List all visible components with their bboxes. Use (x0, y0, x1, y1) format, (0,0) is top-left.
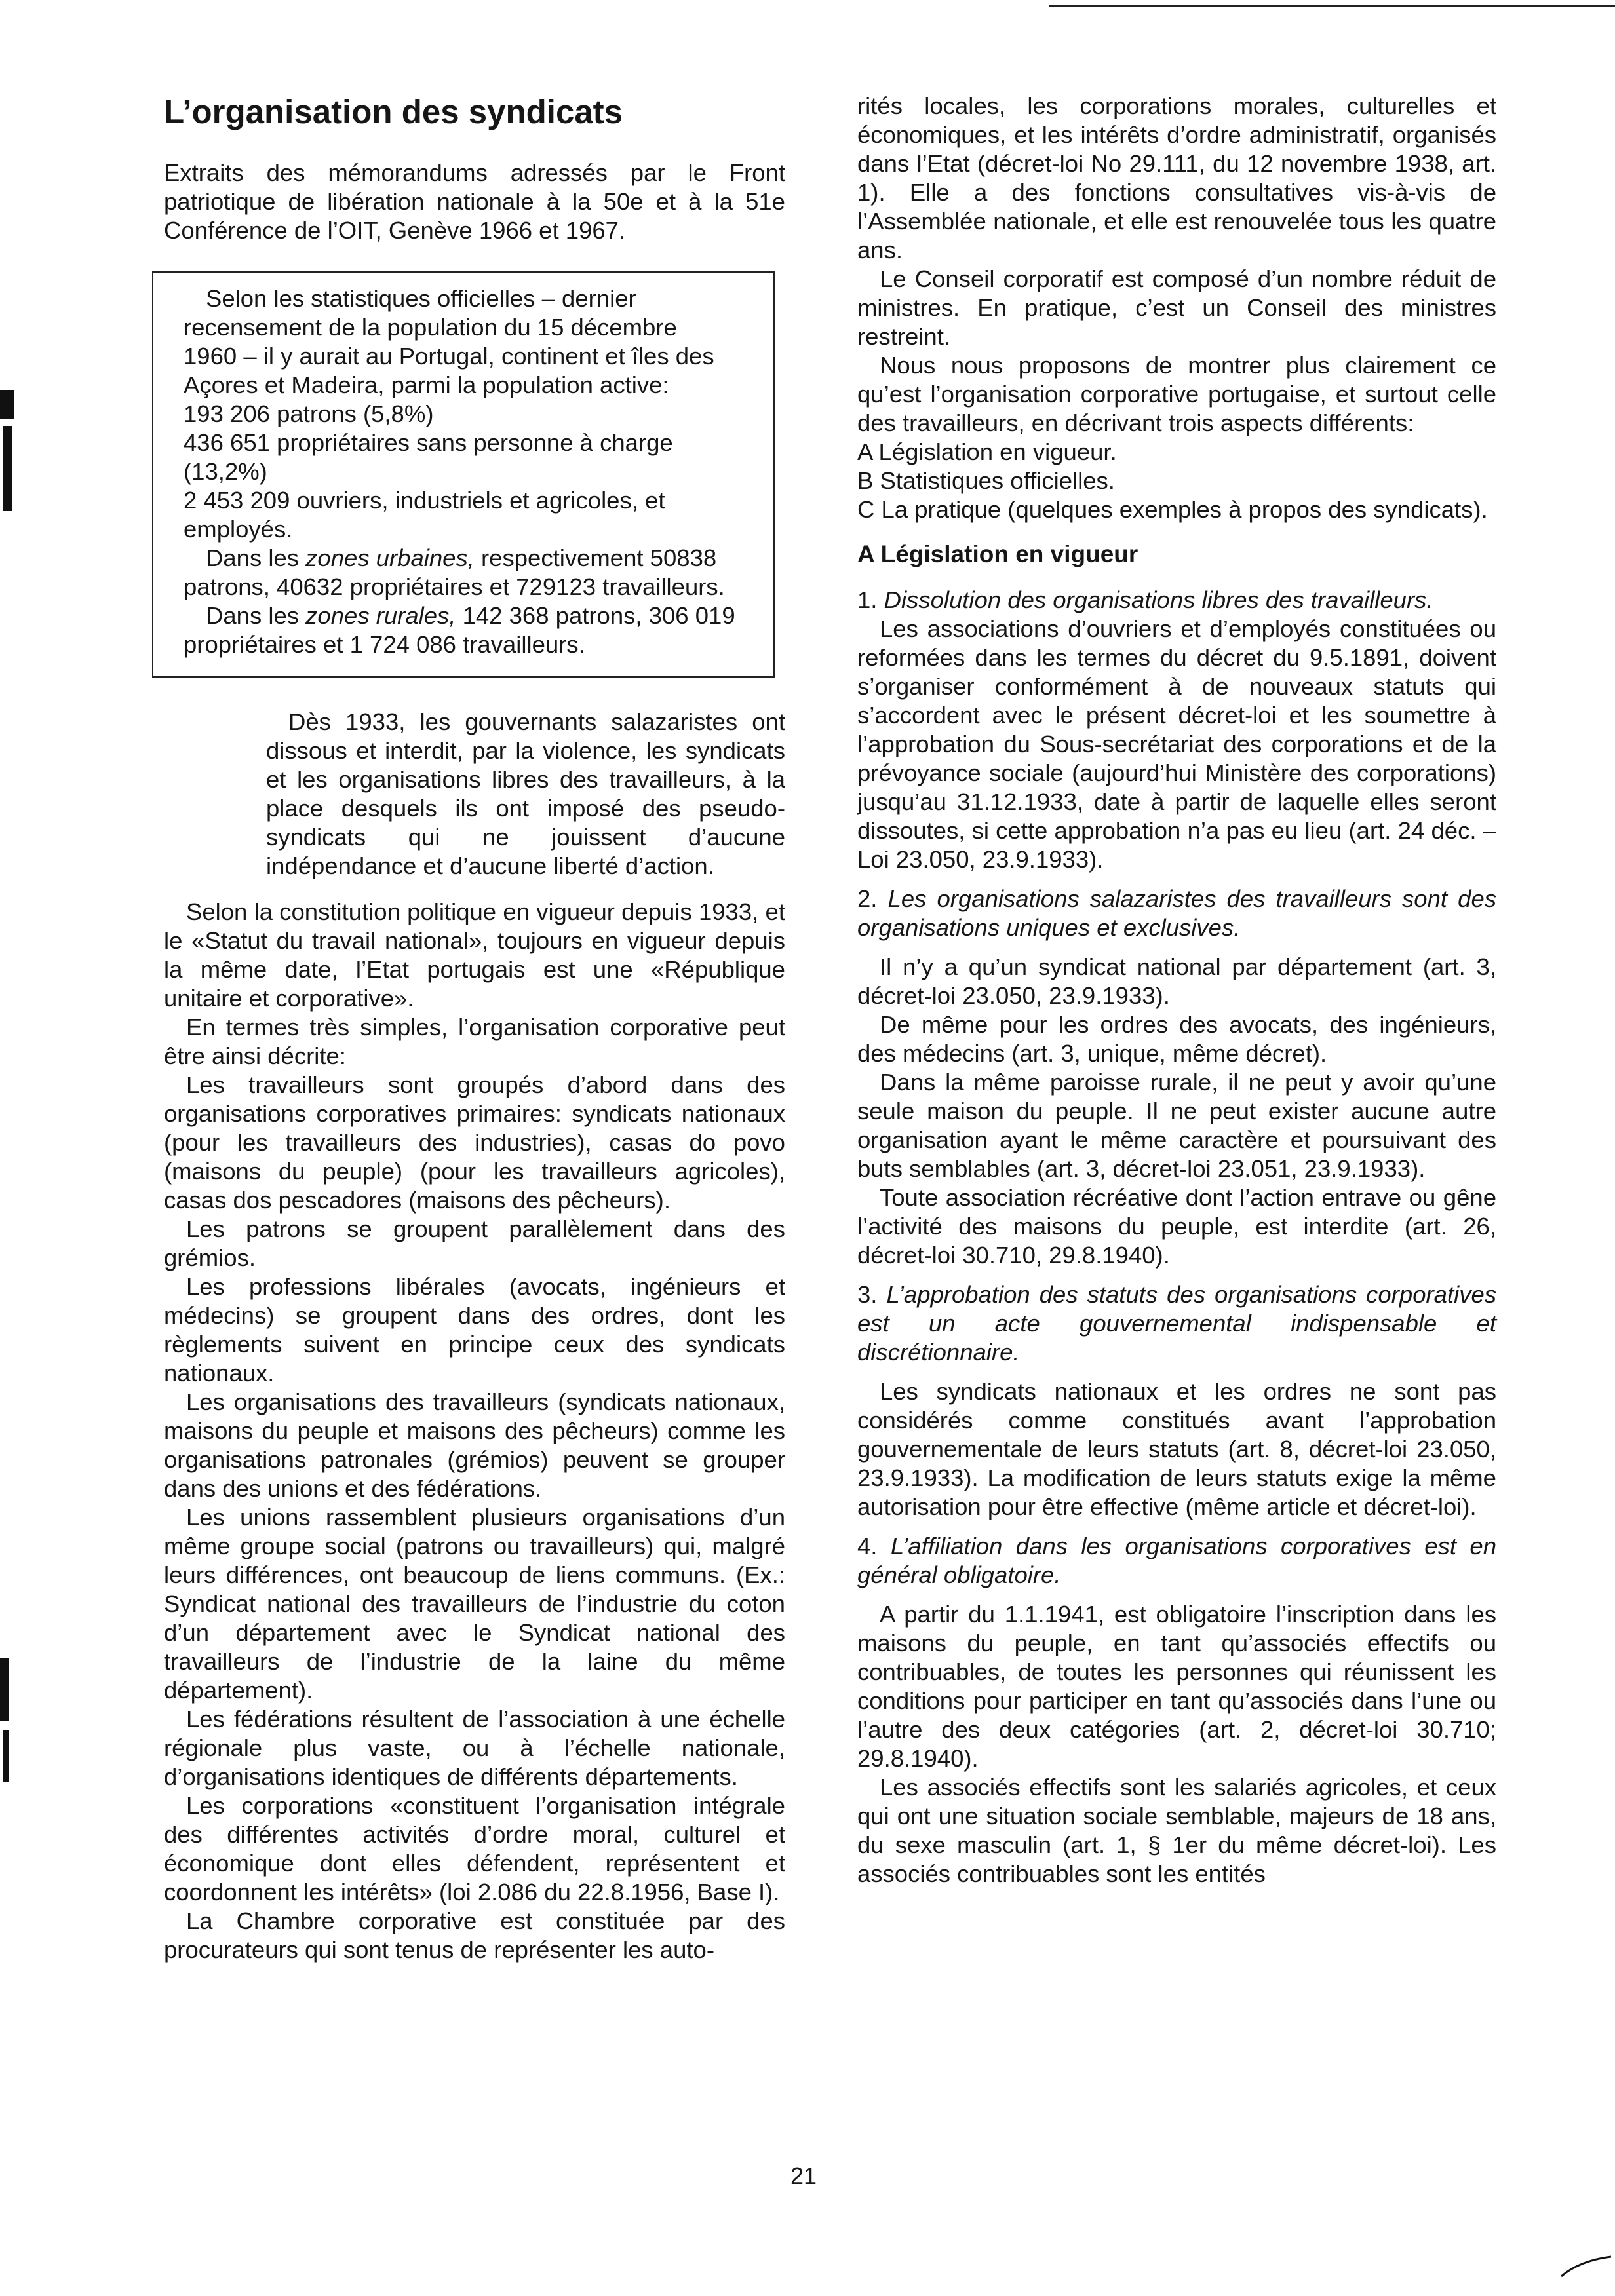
stats-urban-prefix: Dans les (206, 545, 300, 571)
body-paragraph: Les organisations des travailleurs (syndicats nationaux, maisons du peuple et maisons des pêcheurs) comme les organisations patronales (grémios) peuvent se grouper dans des unions et des fédérations. (164, 1388, 785, 1502)
body-paragraph: De même pour les ordres des avocats, des ingénieurs, des médecins (art. 3, unique, même décret). (857, 1011, 1496, 1067)
body-paragraph: Les patrons se groupent parallèlement dans des grémios. (164, 1215, 785, 1271)
subsection-number: 3. (857, 1281, 878, 1308)
body-paragraph: Les corporations «constituent l’organisation intégrale des différentes activités d’ordre moral, culturel et économique dont elles défendent, représentent et coordonnent les intérêts» (loi 2.086 du 22.8.1956, Base I). (164, 1792, 785, 1905)
subsection-title-text: Dissolution des organisations libres des travailleurs. (884, 586, 1433, 613)
body-paragraph: Nous nous proposons de montrer plus clairement ce qu’est l’organisation corporative portugaise, et surtout celle des travailleurs, en décrivant trois aspects différents: (857, 352, 1496, 436)
stats-rural-emphasis: zones rurales, (305, 602, 456, 629)
body-paragraph: Il n’y a qu’un syndicat national par département (art. 3, décret-loi 23.050, 23.9.1933). (857, 953, 1496, 1009)
body-paragraph: Les unions rassemblent plusieurs organisations d’un même groupe social (patrons ou travailleurs) qui, malgré leurs différences, ont beaucoup de liens communs. (Ex.: Syndicat national des travailleurs de l’industrie du coton d’un département avec le Syndicat national des travailleurs de l’industrie de la laine du même département). (164, 1504, 785, 1704)
aspect-item: C La pratique (quelques exemples à propos des syndicats). (857, 496, 1488, 523)
body-paragraph: Les associations d’ouvriers et d’employés constituées ou reformées dans les termes du décret du 9.5.1891, doivent s’organiser conformément à de nouveaux statuts qui s’accordent avec le présent décret-loi et les soumettre à l’approbation du Sous-secrétariat des corporations et de la prévoyance sociale (aujourd’hui Ministère des corporations) jusqu’au 31.12.1933, date à partir de laquelle elles seront dissoutes, si cette approbation n’a pas eu lieu (art. 24 déc. – Loi 23.050, 23.9.1933). (857, 615, 1496, 873)
subsection-title (857, 586, 1496, 615)
scan-edge-mark (0, 390, 14, 419)
body-paragraph: La Chambre corporative est constituée par des procurateurs qui sont tenus de représenter les auto- (164, 1907, 785, 1963)
subsection-title (857, 885, 1496, 942)
stats-rural-text: 142 368 patrons, 306 019 propriétaires et 1 724 086 travailleurs. (184, 602, 735, 658)
intro-text: Extraits des mémorandums adressés par le Front patriotique de libération nationale à la 50e et à la 51e Conférence de l’OIT, Genève 1966 et 1967. (164, 159, 785, 244)
subsection-number: 1. (857, 586, 878, 613)
body-paragraph: Les fédérations résultent de l’association à une échelle régionale plus vaste, ou à l’échelle nationale, d’organisations identiques de différents départements. (164, 1706, 785, 1790)
subsection-title-text: Les organisations salazaristes des travailleurs sont des organisations uniques et exclusives. (857, 885, 1496, 941)
aspect-item: B Statistiques officielles. (857, 467, 1115, 494)
left-column (164, 92, 785, 1964)
stats-line: 193 206 patrons (5,8%) (184, 400, 434, 427)
stats-rural (184, 602, 737, 659)
subsection-title (857, 1532, 1496, 1590)
stats-urban (184, 544, 737, 602)
statistics-box (152, 271, 775, 678)
stats-line: 2 453 209 ouvriers, industriels et agricoles, et employés. (184, 487, 665, 543)
subsection-number: 4. (857, 1533, 878, 1559)
stats-line: Selon les statistiques officielles – dernier recensement de la population du 15 décembre 1960 – il y aurait au Portugal, continent et îles des Açores et Madeira, parmi la population active: (184, 285, 714, 398)
body-paragraph: En termes très simples, l’organisation corporative peut être ainsi décrite: (164, 1014, 785, 1069)
stats-urban-emphasis: zones urbaines, (305, 545, 475, 571)
body-paragraph: Les associés effectifs sont les salariés agricoles, et ceux qui ont une situation sociale semblable, majeurs de 18 ans, du sexe masculin (art. 1, § 1er du même décret-loi). Les associés contribuables sont les entités (857, 1774, 1496, 1887)
section-heading: A Législation en vigueur (857, 541, 1138, 567)
article-title: L’organisation des syndicats (164, 93, 623, 130)
scan-edge-mark (3, 1730, 9, 1782)
body-paragraph: Toute association récréative dont l’action entrave ou gêne l’activité des maisons du peuple, est interdite (art. 26, décret-loi 30.710, 29.8.1940). (857, 1184, 1496, 1269)
scan-edge-mark (0, 1658, 9, 1721)
subsection-title-text: L’affiliation dans les organisations corporatives est en général obligatoire. (857, 1533, 1496, 1588)
page-number: 21 (790, 2162, 817, 2189)
top-rule (1049, 5, 1615, 7)
stats-urban-text: respectivement 50838 patrons, 40632 propriétaires et 729123 travailleurs. (184, 545, 725, 600)
scan-edge-mark (3, 426, 12, 511)
stats-rural-prefix: Dans les (206, 602, 300, 629)
aspect-item: A Législation en vigueur. (857, 438, 1117, 465)
body-paragraph: rités locales, les corporations morales, culturelles et économiques, et les intérêts d’ordre administratif, organisés dans l’Etat (décret-loi No 29.111, du 12 novembre 1938, art. 1). Elle a des fonctions consultatives vis-à-vis de l’Assemblée nationale, et elle est renouvelée tous les quatre ans. (857, 92, 1496, 263)
body-paragraph: Dans la même paroisse rurale, il ne peut y avoir qu’une seule maison du peuple. Il ne peut exister aucune autre organisation ayant le même caractère et poursuivant des buts semblables (art. 3, décret-loi 23.051, 23.9.1933). (857, 1069, 1496, 1182)
body-paragraph: Les syndicats nationaux et les ordres ne sont pas considérés comme constitués avant l’approbation gouvernementale de leurs statuts (art. 8, décret-loi 23.050, 23.9.1933). La modification de leurs statuts exige la même autorisation pour être effective (même article et décret-loi). (857, 1378, 1496, 1520)
right-column (857, 92, 1496, 1888)
lede-paragraph: Dès 1933, les gouvernants salazaristes ont dissous et interdit, par la violence, les syndicats et les organisations libres des travailleurs, à la place desquels ils ont imposé des pseudo-syndicats qui ne jouissent d’aucune indépendance et d’aucune liberté d’action. (266, 708, 785, 879)
subsection-title-text: L’approbation des statuts des organisations corporatives est un acte gouvernemental indispensable et discrétionnaire. (857, 1281, 1496, 1366)
pen-stroke-mark (1560, 2254, 1612, 2280)
body-paragraph: Les travailleurs sont groupés d’abord dans des organisations corporatives primaires: syndicats nationaux (pour les travailleurs des industries), casas do povo (maisons du peuple) (pour les travailleurs agricoles), casas dos pescadores (maisons des pêcheurs). (164, 1071, 785, 1214)
body-paragraph: A partir du 1.1.1941, est obligatoire l’inscription dans les maisons du peuple, en tant qu’associés effectifs ou contribuables, de toutes les personnes qui réunissent les conditions pour participer en tant qu’associés dans l’une ou l’autre des deux catégories (art. 2, décret-loi 30.710; 29.8.1940). (857, 1601, 1496, 1772)
stats-line: 436 651 propriétaires sans personne à charge (13,2%) (184, 429, 673, 485)
body-paragraph: Le Conseil corporatif est composé d’un nombre réduit de ministres. En pratique, c’est un Conseil des ministres restreint. (857, 265, 1496, 350)
subsection-title (857, 1280, 1496, 1367)
subsection-number: 2. (857, 885, 878, 912)
body-paragraph: Les professions libérales (avocats, ingénieurs et médecins) se groupent dans des ordres, dont les règlements suivent en principe ceux des syndicats nationaux. (164, 1273, 785, 1387)
body-paragraph: Selon la constitution politique en vigueur depuis 1933, et le «Statut du travail national», toujours en vigueur depuis la même date, l’Etat portugais est une «République unitaire et corporative». (164, 898, 785, 1012)
